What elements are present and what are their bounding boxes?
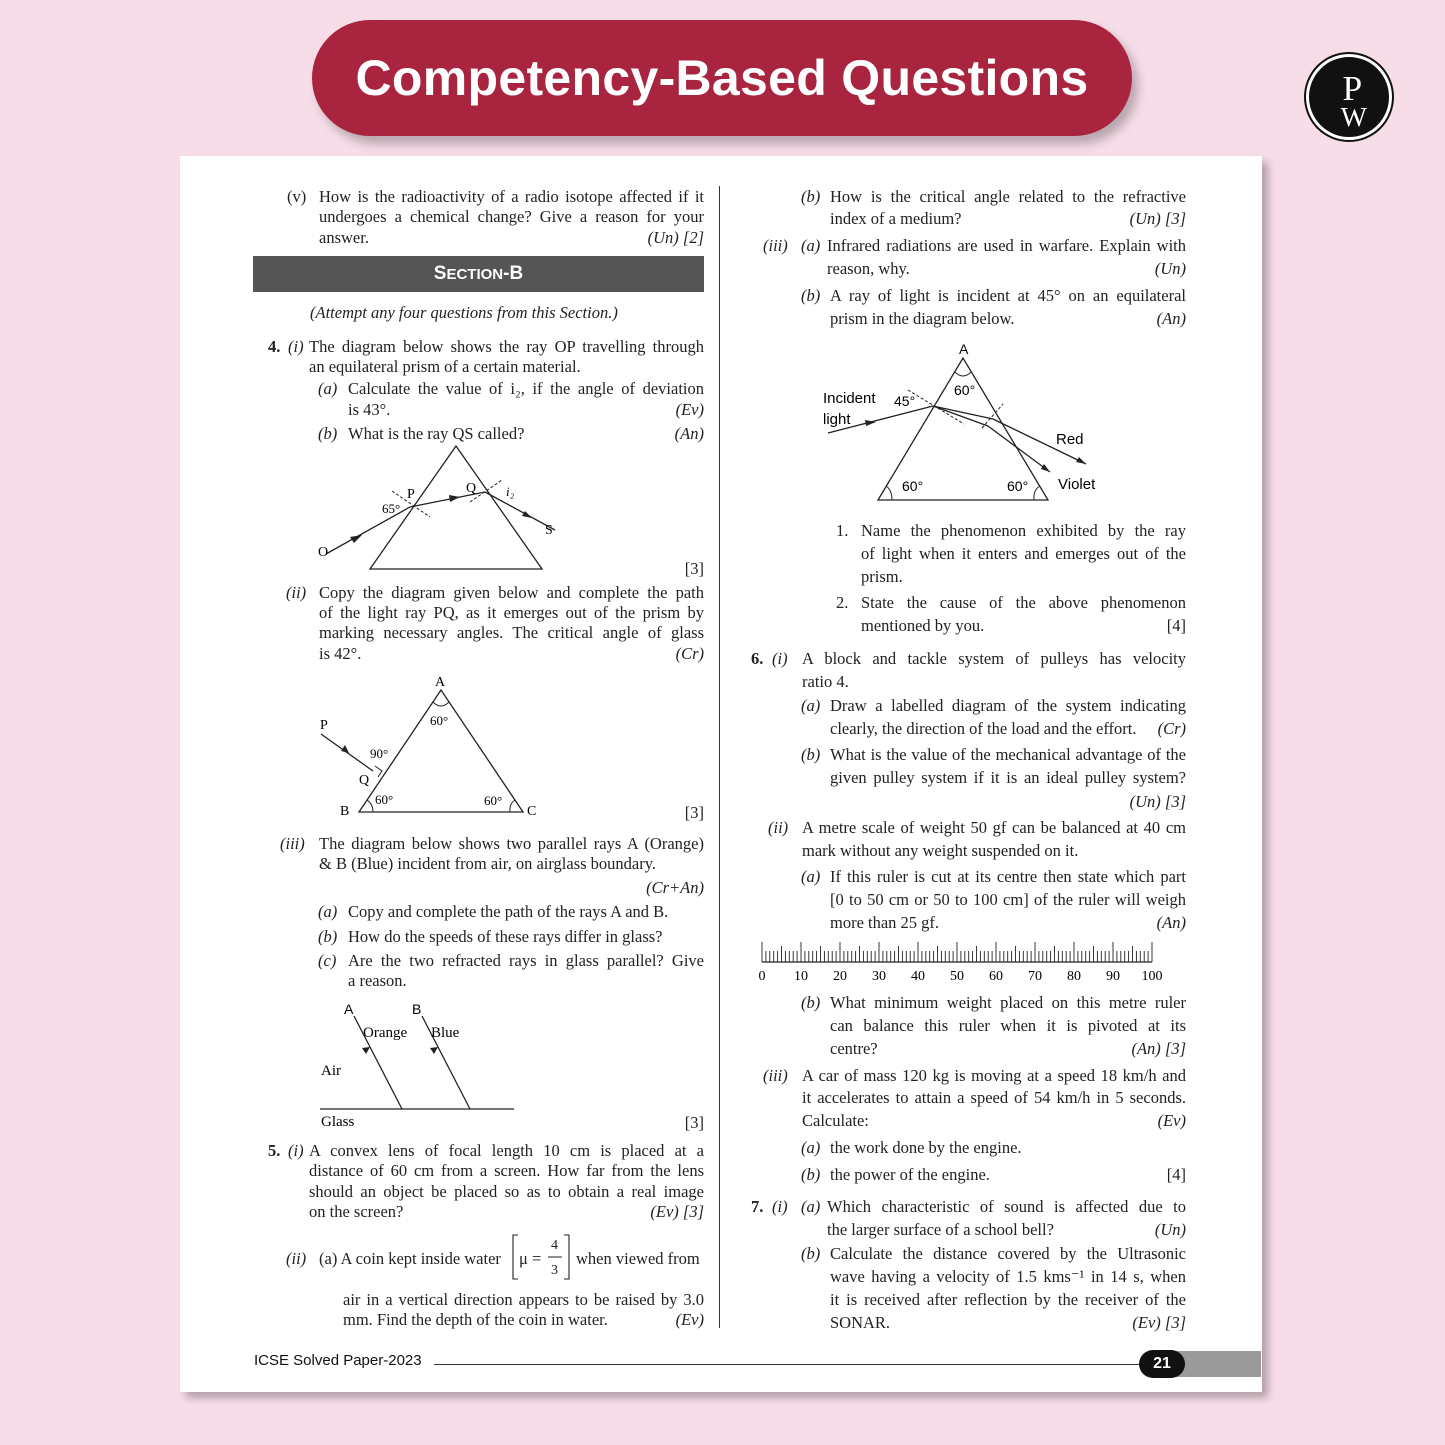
q4-b-text: What is the ray QS called? [348,424,525,443]
q6-a-line-1: Draw a labelled diagram of the system indicating [830,696,1186,715]
q6-i-line-1: A block and tackle system of pulleys has velocity [802,649,1186,668]
q7-i-label: (i) [772,1197,788,1216]
fig4-right-angle: 60° [1007,478,1029,494]
ruler-labels [759,969,1163,984]
fig4-label-a: A [959,341,969,357]
fig1-label-q: Q [466,481,477,496]
q5-ii-a-text: (a) A coin kept inside water [319,1249,501,1268]
q6-b-line-1: What is the value of the mechanical advantage of the [830,745,1186,764]
q6-ii-line-1: A metre scale of weight 50 gf can be balanced at 40 cm [802,818,1186,837]
q5-i-label: (i) [288,1141,304,1160]
q6-ii-a-line-1: If this ruler is cut at its centre then state which part [830,867,1186,886]
metre-ruler [752,938,1172,986]
q7-b-label: (b) [801,1244,821,1263]
fig3-label-b: B [412,1001,422,1017]
fraction-numerator: 4 [551,1238,558,1253]
fig3-label-blue: Blue [431,1025,460,1041]
r-iii-a-line-1: Infrared radiations are used in warfare. Explain with [827,236,1186,255]
attempt-instruction: (Attempt any four questions from this Section.) [310,303,618,322]
q7-b-line-4: SONAR. [830,1313,891,1332]
q6-i-label: (i) [772,649,788,668]
q7-b-tag: (Ev) [3] [1132,1313,1186,1332]
q5-ii-line-2: mm. Find the depth of the coin in water. [343,1310,608,1329]
fig3-label-orange: Orange [363,1025,408,1041]
r-iii-a-tag: (Un) [1154,259,1186,278]
fig2-right-angle: 90° [370,746,389,761]
q-v-label: (v) [287,187,307,206]
q7-a-line-1: Which characteristic of sound is affected due to [827,1197,1186,1216]
q6-iii-b-text: the power of the engine. [830,1165,990,1184]
r-iii-b-label: (b) [801,286,821,305]
q4-ii-line-1: Copy the diagram given below and complete the path [319,583,704,602]
pw-logo [1306,54,1392,140]
q7-b-line-3: it is received after reflection by the receiver of the [830,1290,1186,1309]
q6-iii-b-label: (b) [801,1165,821,1184]
prism-deviation-diagram [310,440,570,572]
q5-i-line-3: should an object be placed so as to obtain a real image [309,1182,704,1201]
q6-ii-line-2: mark without any weight suspended on it. [802,841,1079,860]
r-n1-line-1: Name the phenomenon exhibited by the ray [861,521,1186,540]
fig3-label-a: A [344,1001,354,1017]
q5-ii-line-1: air in a vertical direction appears to be raised by 3.0 [343,1290,704,1309]
q4-iii-line-2: & B (Blue) incident from air, on airglass boundary. [319,854,657,873]
fig4-angle-45: 45° [894,393,916,409]
q6-iii-line-3: Calculate: [802,1111,869,1130]
fig2-apex-angle: 60° [430,713,449,728]
ruler-label: 80 [1067,969,1081,984]
pw-logo-mark [1309,57,1389,137]
fraction-denominator: 3 [551,1263,558,1278]
r-b-top-label: (b) [801,187,821,206]
section-smallcaps: ECTION [446,265,504,283]
section-initial: S [433,263,447,284]
q4-marks-2: [3] [684,803,704,822]
q4-iii-c-label: (c) [318,951,337,970]
ruler-label: 90 [1106,969,1120,984]
q-v-line-3: answer. [319,228,369,247]
ruler-label: 20 [833,969,847,984]
q4-marks-1: [3] [684,559,704,578]
fig4-left-angle: 60° [902,478,924,494]
q-v-line-1: How is the radioactivity of a radio isotope affected if it [319,187,704,206]
r-b-top-line-2: index of a medium? [830,209,962,228]
q-v-line-2: undergoes a chemical change? Give a reason for your [319,207,704,226]
q4-iii-b-text: How do the speeds of these rays differ in glass? [348,927,663,946]
q6-ii-b-line-3: centre? [830,1039,878,1058]
logo-letter-p: P [1342,68,1363,108]
ruler-label: 10 [794,969,808,984]
q4-ii-line-2: of the light ray PQ, as it emerges out of the prism by [319,603,704,622]
q4-iii-a-label: (a) [318,902,338,921]
r-n1-label: 1. [836,521,849,540]
q6-iii-b-tag: [4] [1166,1165,1186,1184]
q4-b-label: (b) [318,424,338,443]
ruler-label: 40 [911,969,925,984]
q4-iii-c-line-1: Are the two refracted rays in glass parallel? Give [348,951,704,970]
fig2-left-angle: 60° [375,792,394,807]
q5-number: 5. [268,1141,281,1160]
q5-i-line-2: distance of 60 cm from a screen. How far from the lens [309,1161,704,1180]
q4-a-line-1: Calculate the value of i₂, if the angle of deviation [348,379,704,398]
q6-b-line-2: given pulley system if it is an ideal pulley system? [830,768,1186,787]
q7-number: 7. [751,1197,764,1216]
parallel-rays-diagram [316,996,521,1132]
ruler-ticks [762,942,1152,962]
fig2-label-p: P [320,718,328,733]
ruler-label: 50 [950,969,964,984]
r-n2-line-1: State the cause of the above phenomenon [861,593,1186,612]
r-iii-b-line-2: prism in the diagram below. [830,309,1015,328]
q5-i-line-1: A convex lens of focal length 10 cm is placed at a [309,1141,704,1160]
q6-iii-line-2: it accelerates to attain a speed of 54 km/h in 5 seconds. [802,1088,1186,1107]
q6-a-line-2: clearly, the direction of the load and the effort. [830,719,1137,738]
q4-b-tag: (An) [674,424,704,443]
fig2-label-b: B [340,804,350,819]
q5-ii-label: (ii) [286,1249,307,1268]
q4-ii-tag: (Cr) [675,644,704,663]
q5-i-tag: (Ev) [3] [650,1202,704,1221]
q4-i-line-1: The diagram below shows the ray OP travelling through [309,337,704,356]
q6-ii-b-line-1: What minimum weight placed on this metre ruler [830,993,1186,1012]
q7-b-line-2: wave having a velocity of 1.5 kms⁻¹ in 14 s, when [830,1267,1186,1286]
fig3-label-glass: Glass [321,1114,355,1130]
ruler-label: 60 [989,969,1003,984]
q4-ii-label: (ii) [286,583,307,602]
q7-a-label: (a) [801,1197,821,1216]
q6-ii-a-tag: (An) [1156,913,1186,932]
q4-iii-c-line-2: a reason. [348,971,407,990]
ruler-label: 0 [758,969,766,984]
section-b-header [253,256,704,292]
fig2-label-a: A [435,675,446,690]
footer-label: ICSE Solved Paper-2023 [254,1352,422,1369]
q4-marks-3: [3] [684,1113,704,1132]
ruler-label: 100 [1141,969,1163,984]
q6-iii-tag: (Ev) [1157,1111,1186,1130]
fig1-label-o: O [318,545,329,560]
fig2-label-q: Q [359,773,370,788]
q5-ii-after: when viewed from [576,1249,700,1268]
q4-i-label: (i) [288,337,304,356]
q6-iii-line-1: A car of mass 120 kg is moving at a speed 18 km/h and [802,1066,1186,1085]
ruler-label: 70 [1028,969,1042,984]
fig4-violet: Violet [1058,476,1096,493]
q6-iii-label: (iii) [763,1066,788,1085]
q6-ii-a-label: (a) [801,867,821,886]
q6-number: 6. [751,649,764,668]
q4-iii-label: (iii) [280,834,305,853]
banner-title: Competency-Based Questions [355,50,1089,106]
r-b-top-line-1: How is the critical angle related to the refractive [830,187,1186,206]
q6-ii-a-line-2: [0 to 50 cm or 50 to 100 cm] of the ruler will weigh [830,890,1186,909]
r-b-top-tag: (Un) [3] [1129,209,1186,228]
section-suffix: -B [503,263,524,284]
mu-symbol: μ = [519,1249,542,1268]
q6-b-label: (b) [801,745,821,764]
r-n1-line-3: prism. [861,567,903,586]
q6-a-label: (a) [801,696,821,715]
q6-ii-b-label: (b) [801,993,821,1012]
r-iii-label: (iii) [763,236,788,255]
fig3-label-air: Air [321,1063,341,1079]
q6-ii-label: (ii) [768,818,789,837]
fig4-apex-angle: 60° [954,382,976,398]
page-number: 21 [1139,1350,1185,1378]
fig1-label-i2: i₂ [506,484,515,499]
fig1-angle: 65° [382,501,401,516]
q4-a-line-2: is 43°. [348,400,391,419]
q5-ii-tag: (Ev) [675,1310,704,1329]
q4-ii-line-4: is 42°. [319,644,362,663]
fig2-right-base-angle: 60° [484,793,503,808]
q7-b-line-1: Calculate the distance covered by the Ultrasonic [830,1244,1186,1263]
column-divider [719,186,720,1328]
q6-iii-a-label: (a) [801,1138,821,1157]
prism-critical-angle-diagram [315,672,550,822]
fig2-label-c: C [527,804,537,819]
q4-number: 4. [268,337,281,356]
q6-b-tag: (Un) [3] [1129,792,1186,811]
title-banner [312,20,1132,136]
q-v-tag: (Un) [2] [647,228,704,247]
r-iii-a-line-2: reason, why. [827,259,910,278]
r-n2-line-2: mentioned by you. [861,616,985,635]
q4-iii-line-1: The diagram below shows two parallel rays A (Orange) [319,834,704,853]
fig4-incident-2: light [823,411,851,428]
logo-letter-w: W [1340,101,1367,133]
q5-i-line-4: on the screen? [309,1202,404,1221]
q4-iii-a-text: Copy and complete the path of the rays A and B. [348,902,669,921]
q6-ii-a-line-3: more than 25 gf. [830,913,940,932]
r-n2-label: 2. [836,593,849,612]
q4-i-line-2: an equilateral prism of a certain material. [309,357,581,376]
q6-iii-a-text: the work done by the engine. [830,1138,1022,1157]
r-n1-line-2: of light when it enters and emerges out of the [861,544,1186,563]
fig1-label-p: P [407,487,415,502]
q4-iii-b-label: (b) [318,927,338,946]
q7-a-line-2: the larger surface of a school bell? [827,1220,1054,1239]
q6-a-tag: (Cr) [1157,719,1186,738]
r-iii-b-tag: (An) [1156,309,1186,328]
fig1-label-s: S [545,523,553,538]
q6-i-line-2: ratio 4. [802,672,849,691]
q4-ii-line-3: marking necessary angles. The critical angle of glass [319,623,704,642]
q4-a-label: (a) [318,379,338,398]
q6-ii-b-tag: (An) [3] [1131,1039,1186,1058]
q4-a-tag: (Ev) [675,400,704,419]
r-iii-b-line-1: A ray of light is incident at 45° on an equilateral [830,286,1186,305]
r-n2-tag: [4] [1166,616,1186,635]
r-iii-a-label: (a) [801,236,821,255]
dispersion-prism-diagram [818,338,1108,504]
q4-iii-tag: (Cr+An) [646,878,704,897]
fig4-incident-1: Incident [823,390,876,407]
fig4-red: Red [1056,431,1084,448]
q6-ii-b-line-2: can balance this ruler when it is pivoted at its [830,1016,1186,1035]
footer-rule [434,1364,1140,1365]
ruler-label: 30 [872,969,886,984]
q7-a-tag: (Un) [1154,1220,1186,1239]
